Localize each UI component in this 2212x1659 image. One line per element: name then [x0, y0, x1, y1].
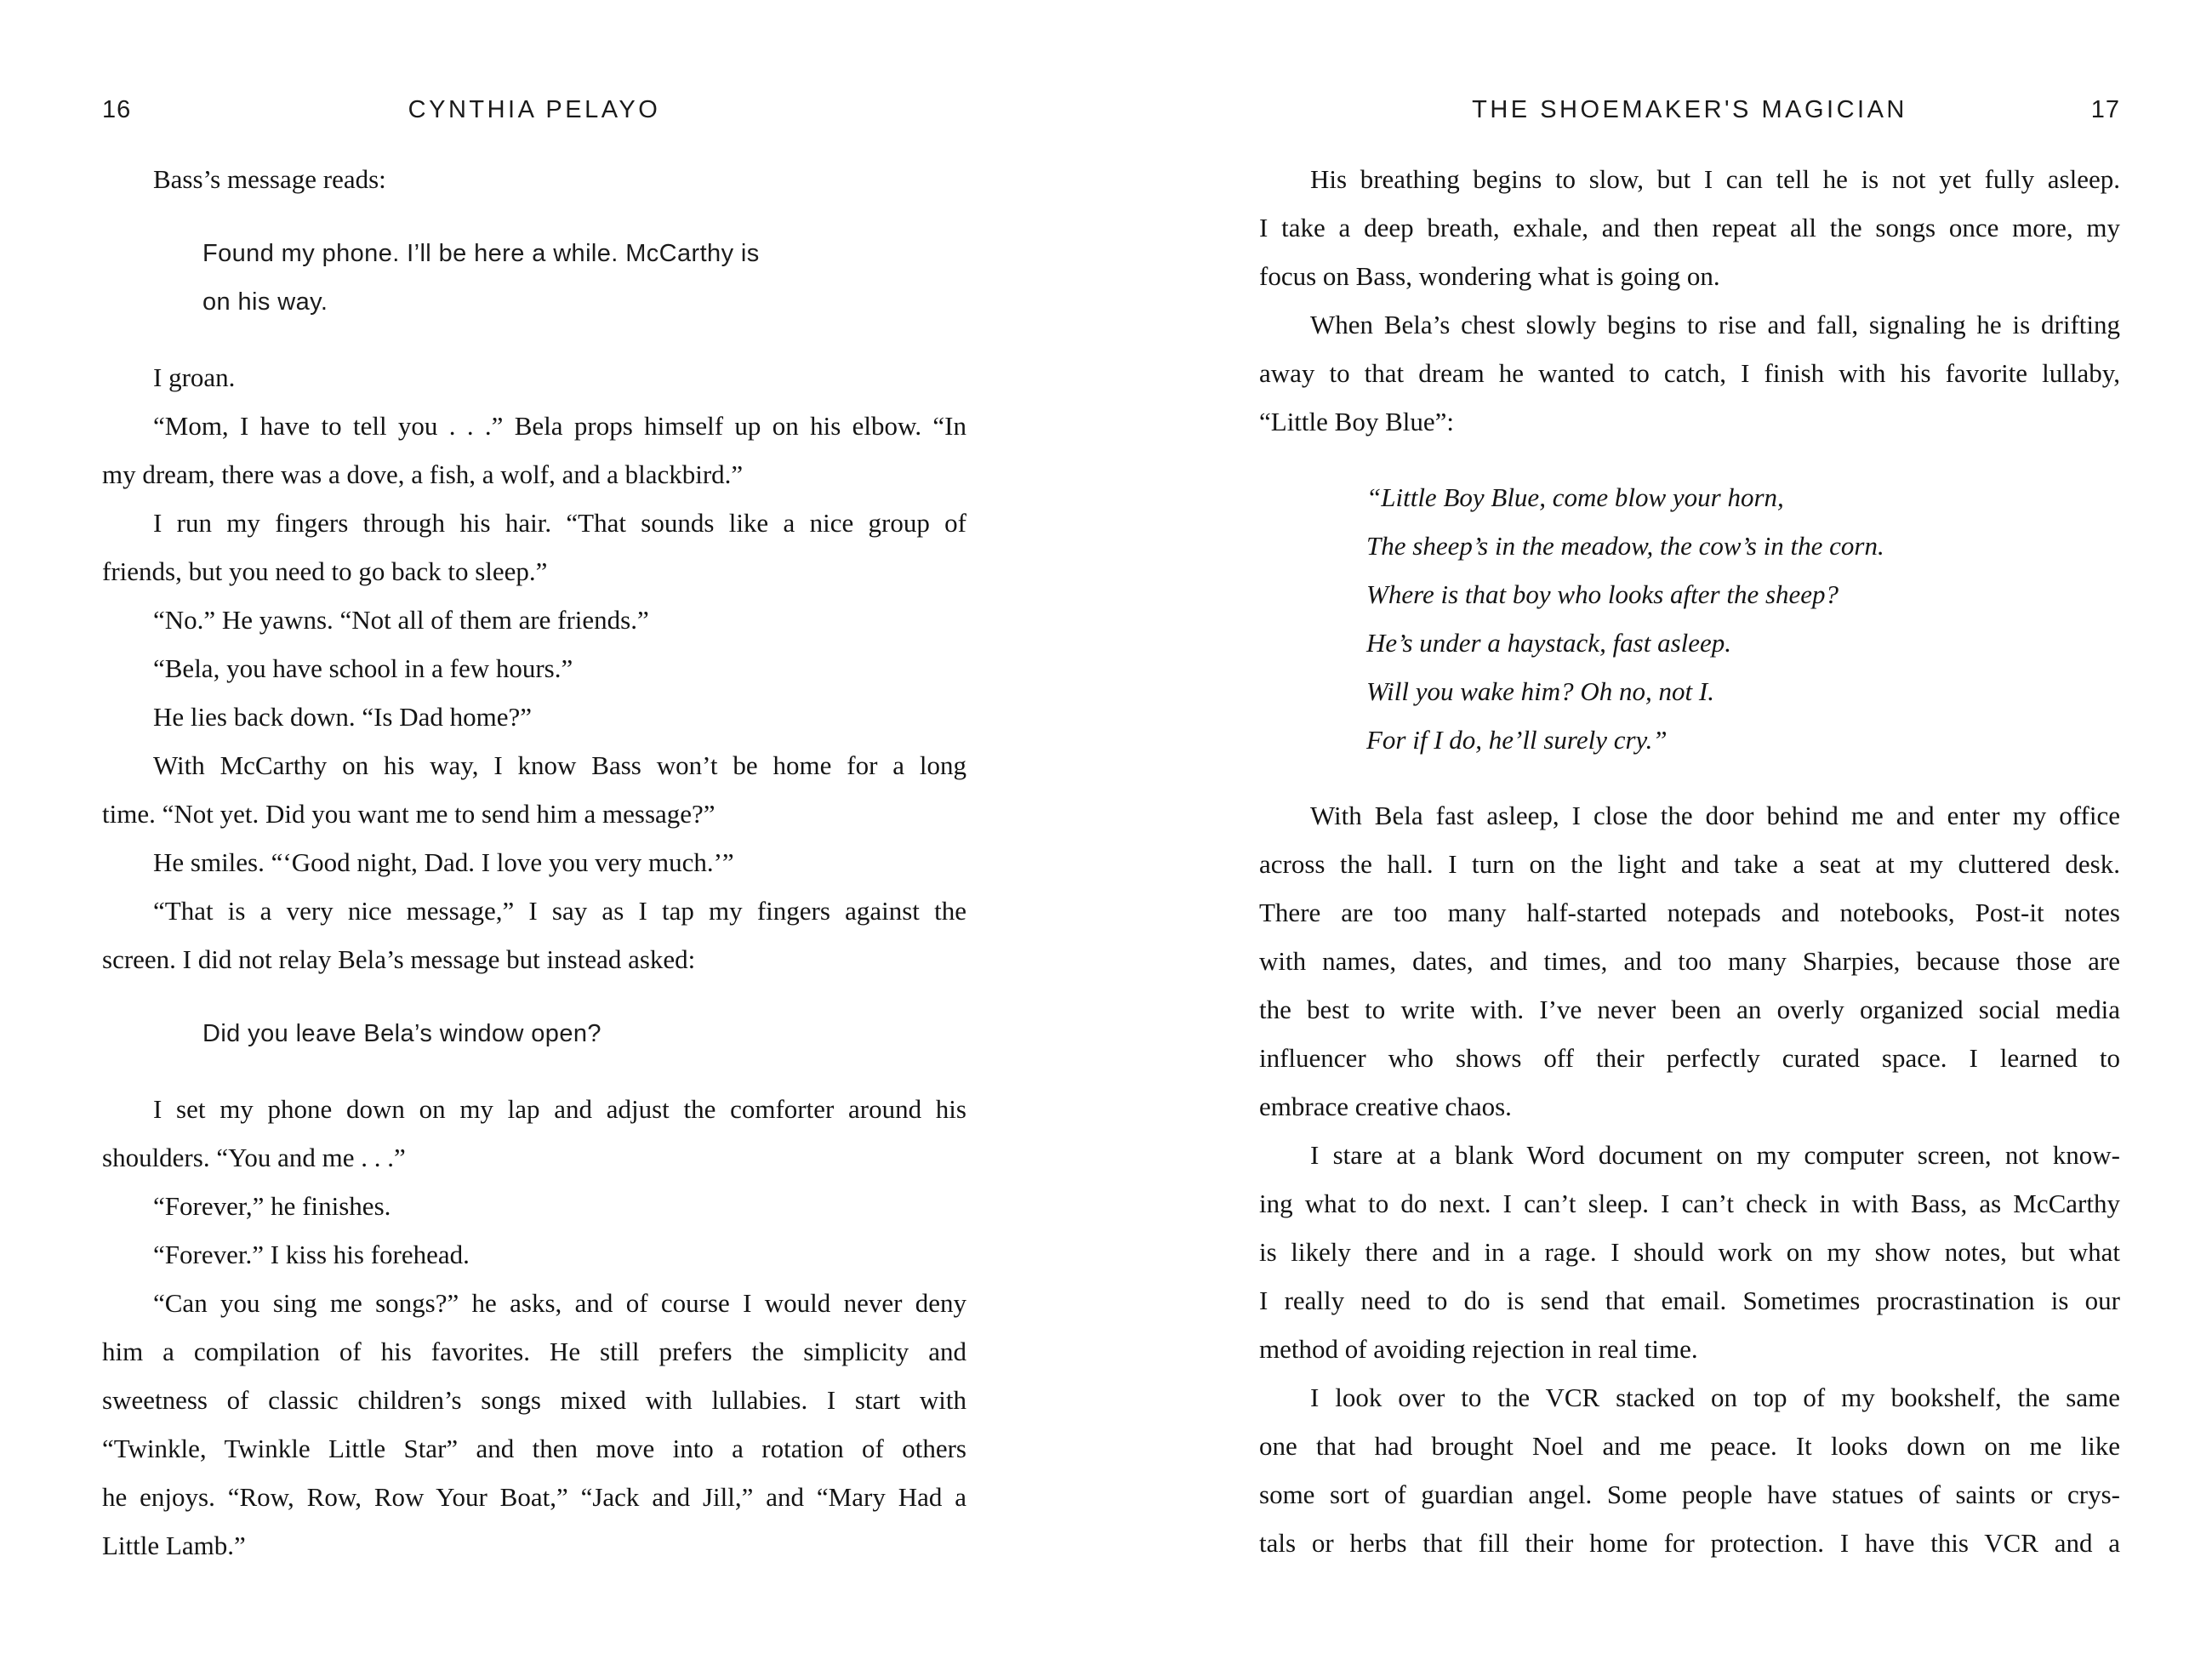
running-head-author: CYNTHIA PELAYO	[408, 96, 661, 123]
page-number-right: 17	[2090, 96, 2120, 123]
lullaby-verse	[1366, 473, 2120, 764]
body-line: ing what to do next. I can’t sleep. I can’t check in with Bass, as McCarthy	[1259, 1189, 2120, 1218]
verse-line: He’s under a haystack, fast asleep.	[1366, 628, 1732, 658]
body-line: “Forever.” I kiss his forehead.	[153, 1240, 470, 1269]
body-line: I set my phone down on my lap and adjust the comforter around his	[153, 1094, 966, 1124]
body-line: Bass’s message reads:	[153, 164, 386, 194]
body-line: I run my fingers through his hair. “That sounds like a nice group of	[153, 508, 966, 538]
body-line: he enjoys. “Row, Row, Row Your Boat,” “Jack and Jill,” and “Mary Had a	[102, 1482, 966, 1512]
body-line: He lies back down. “Is Dad home?”	[153, 702, 533, 732]
body-line: is likely there and in a rage. I should work on my show notes, but what	[1259, 1237, 2120, 1267]
body-line: screen. I did not relay Bela’s message but instead asked:	[102, 944, 696, 974]
body-line: With McCarthy on his way, I know Bass won’t be home for a long	[153, 750, 966, 780]
body-line: method of avoiding rejection in real time.	[1259, 1334, 1698, 1364]
page-body-right	[1259, 155, 2120, 1567]
body-line: embrace creative chaos.	[1259, 1092, 1512, 1121]
body-line: the best to write with. I’ve never been an overly organized social media	[1259, 995, 2120, 1024]
body-line: “Little Boy Blue”:	[1259, 407, 1455, 436]
body-line: my dream, there was a dove, a fish, a wolf, and a blackbird.”	[102, 459, 744, 489]
page-body-left	[102, 155, 966, 1570]
body-line: There are too many half-started notepads and notebooks, Post-it notes	[1259, 898, 2120, 927]
body-line: I look over to the VCR stacked on top of my bookshelf, the same	[1310, 1382, 2120, 1412]
page-header-right	[1259, 95, 2120, 129]
verse-line: Where is that boy who looks after the sheep?	[1366, 579, 1839, 609]
body-line: sweetness of classic children’s songs mixed with lullabies. I start with	[102, 1385, 966, 1415]
body-line: across the hall. I turn on the light and take a seat at my cluttered desk.	[1259, 849, 2120, 879]
body-line: He smiles. “‘Good night, Dad. I love you very much.’”	[153, 847, 734, 877]
body-line: “No.” He yawns. “Not all of them are friends.”	[153, 605, 649, 635]
verse-line: For if I do, he’ll surely cry.”	[1366, 725, 1668, 755]
page-header-left	[102, 95, 966, 129]
body-line: away to that dream he wanted to catch, I finish with his favorite lullaby,	[1259, 358, 2120, 388]
body-line: I really need to do is send that email. Sometimes procrastination is our	[1259, 1286, 2120, 1315]
verse-line: “Little Boy Blue, come blow your horn,	[1366, 482, 1784, 512]
running-head-title: THE SHOEMAKER'S MAGICIAN	[1472, 96, 1907, 123]
body-line: I take a deep breath, exhale, and then repeat all the songs once more, my	[1259, 213, 2120, 242]
page-16	[102, 95, 966, 1570]
page-17	[1259, 95, 2120, 1567]
body-line: I groan.	[153, 362, 236, 392]
body-line: I stare at a blank Word document on my computer screen, not know-	[1310, 1140, 2120, 1170]
verse-line: Will you wake him? Oh no, not I.	[1366, 676, 1714, 706]
body-line: some sort of guardian angel. Some people have statues of saints or crys-	[1259, 1479, 2120, 1509]
body-line: influencer who shows off their perfectly curated space. I learned to	[1259, 1043, 2120, 1073]
body-line: Little Lamb.”	[102, 1531, 246, 1560]
message-line: on his way.	[202, 288, 328, 316]
body-line: time. “Not yet. Did you want me to send him a message?”	[102, 799, 715, 829]
body-line: With Bela fast asleep, I close the door behind me and enter my office	[1310, 801, 2120, 830]
body-line: focus on Bass, wondering what is going on.	[1259, 261, 1720, 291]
verse-line: The sheep’s in the meadow, the cow’s in the corn.	[1366, 531, 1884, 561]
message-line: Did you leave Bela’s window open?	[202, 1020, 601, 1047]
text-message-block	[202, 230, 966, 327]
body-line: “Can you sing me songs?” he asks, and of course I would never deny	[153, 1288, 966, 1318]
body-line: When Bela’s chest slowly begins to rise and fall, signaling he is drifting	[1310, 310, 2120, 339]
body-line: “Twinkle, Twinkle Little Star” and then move into a rotation of others	[102, 1434, 966, 1463]
body-line: one that had brought Noel and me peace. It looks down on me like	[1259, 1431, 2120, 1461]
body-line: with names, dates, and times, and too many Sharpies, because those are	[1259, 946, 2120, 976]
body-line: “Forever,” he finishes.	[153, 1191, 391, 1221]
page-number-left: 16	[102, 96, 132, 123]
body-line: him a compilation of his favorites. He still prefers the simplicity and	[102, 1337, 966, 1366]
body-line: tals or herbs that fill their home for protection. I have this VCR and a	[1259, 1528, 2120, 1558]
text-message-block	[202, 1010, 966, 1058]
body-line: shoulders. “You and me . . .”	[102, 1143, 406, 1172]
body-line: friends, but you need to go back to sleep.”	[102, 556, 548, 586]
body-line: His breathing begins to slow, but I can tell he is not yet fully asleep.	[1310, 164, 2120, 194]
body-line: “Mom, I have to tell you . . .” Bela props himself up on his elbow. “In	[153, 411, 966, 441]
body-line: “Bela, you have school in a few hours.”	[153, 653, 573, 683]
message-line: Found my phone. I’ll be here a while. McCarthy is	[202, 240, 760, 267]
body-line: “That is a very nice message,” I say as I tap my fingers against the	[153, 896, 966, 926]
